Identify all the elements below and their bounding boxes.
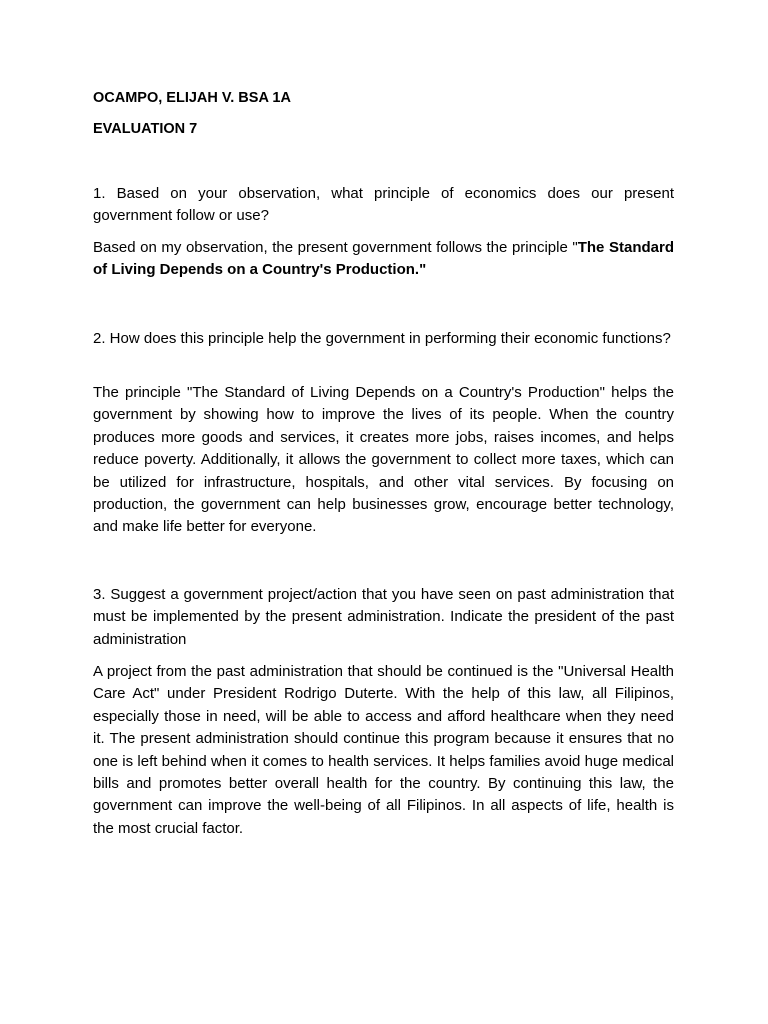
- answer-1: [93, 237, 674, 282]
- question-2: 2. How does this principle help the government in performing their economic functions?: [93, 330, 671, 347]
- answer-1-principle: The Standard of Living Depends on a Country's Production.": [93, 239, 674, 279]
- question-1: 1. Based on your observation, what principle of economics does our present government follow or use?: [93, 185, 674, 225]
- answer-1-text: Based on my observation, the present government follows the principle ": [93, 239, 578, 256]
- evaluation-title: EVALUATION 7: [93, 121, 198, 137]
- answer-2: The principle "The Standard of Living Depends on a Country's Production" helps the government by showing how to improve the lives of its people. When the country produces more goods and services, it creates more jobs, raises incomes, and helps reduce poverty. Additionally, it allows the government to collect more taxes, which can be utilized for infrastructure, hospitals, and other vital services. By focusing on production, the government can help businesses grow, encourage better technology, and make life better for everyone.: [93, 384, 674, 536]
- question-3: 3. Suggest a government project/action that you have seen on past administration that must be implemented by the present administration. Indicate the president of the past administration: [93, 586, 674, 648]
- student-name-line: OCAMPO, ELIJAH V. BSA 1A: [93, 90, 291, 106]
- answer-3: A project from the past administration that should be continued is the "Universal Health Care Act" under President Rodrigo Duterte. With the help of this law, all Filipinos, especially those in need, will be able to access and afford healthcare when they need it. The present administration should continue this program because it ensures that no one is left behind when it comes to health services. It helps families avoid huge medical bills and promotes better overall health for the country. By continuing this law, the government can improve the well-being of all Filipinos. In all aspects of life, health is the most crucial factor.: [93, 663, 674, 837]
